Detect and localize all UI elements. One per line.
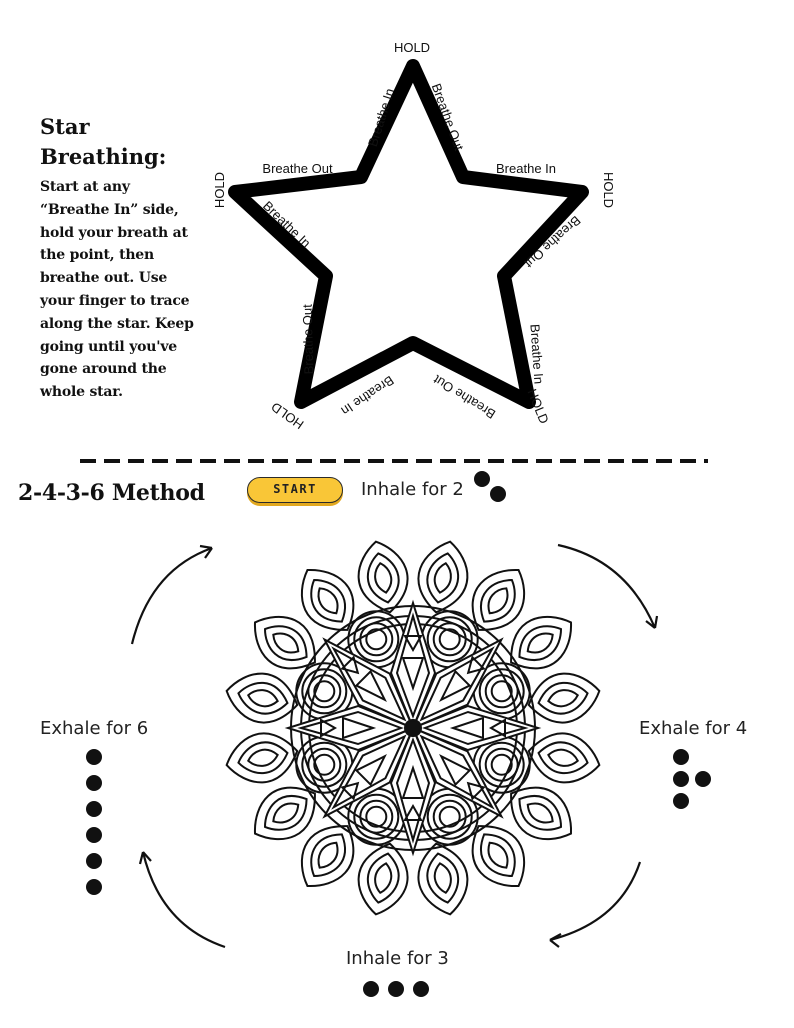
count-dot [86, 749, 102, 765]
svg-text:Breathe In [496, 161, 556, 176]
star-edge-breathe-in: Breathe In [495, 161, 557, 176]
star-hold-top: HOLD [393, 40, 431, 55]
star-edge-breathe-out: Breathe Out [521, 212, 584, 272]
star-edge-breathe-out: Breathe Out [430, 372, 499, 422]
mandala-icon [222, 537, 604, 919]
count-dot [673, 793, 689, 809]
count-dot [86, 775, 102, 791]
count-dot [695, 771, 711, 787]
inhale-3-label: Inhale for 3 [346, 948, 449, 969]
count-dot [86, 879, 102, 895]
curved-arrow-icon [132, 548, 212, 644]
star-hold-right: HOLD [601, 171, 616, 209]
count-dot [413, 981, 429, 997]
star-edge-breathe-out: Breathe Out [262, 161, 333, 176]
count-dot [363, 981, 379, 997]
inhale-2-label: Inhale for 2 [361, 479, 464, 500]
star-edge-breathe-in: Breathe In [364, 86, 398, 149]
count-dot [673, 749, 689, 765]
curved-arrow-icon [143, 852, 225, 947]
count-dot [490, 486, 506, 502]
curved-arrow-icon [558, 545, 655, 628]
method-title: 2-4-3-6 Method [18, 480, 205, 506]
exhale-4-label: Exhale for 4 [639, 718, 748, 739]
count-dot [86, 801, 102, 817]
svg-text:Breathe Out [300, 304, 317, 375]
count-dot [86, 827, 102, 843]
star-edge-breathe-in: Breathe In [260, 198, 314, 251]
star-edge-breathe-in: Breathe In [338, 372, 397, 419]
star-edge-breathe-out: Breathe Out [299, 304, 317, 375]
start-button[interactable]: START [247, 477, 343, 503]
count-dot [86, 853, 102, 869]
svg-text:Breathe Out [262, 161, 333, 176]
star-hold-bottom-right: HOLD [524, 386, 552, 426]
count-dot [673, 771, 689, 787]
curved-arrow-icon [550, 862, 640, 940]
star-edge-breathe-in: Breathe In [527, 323, 547, 385]
count-dot [388, 981, 404, 997]
star-edge-breathe-out: Breathe Out [428, 81, 467, 153]
star-breathing-title: Star Breathing: [40, 114, 167, 169]
star-hold-left: HOLD [212, 171, 227, 209]
star-hold-bottom-left: HOLD [268, 399, 307, 433]
star-breathing-instructions: Start at any “Breathe In” side, hold your breath at the point, then breathe out. Use your finger to trace along the star. Keep going until you've gone around the whole star. [40, 179, 194, 401]
count-dot [474, 471, 490, 487]
exhale-6-label: Exhale for 6 [40, 718, 149, 739]
